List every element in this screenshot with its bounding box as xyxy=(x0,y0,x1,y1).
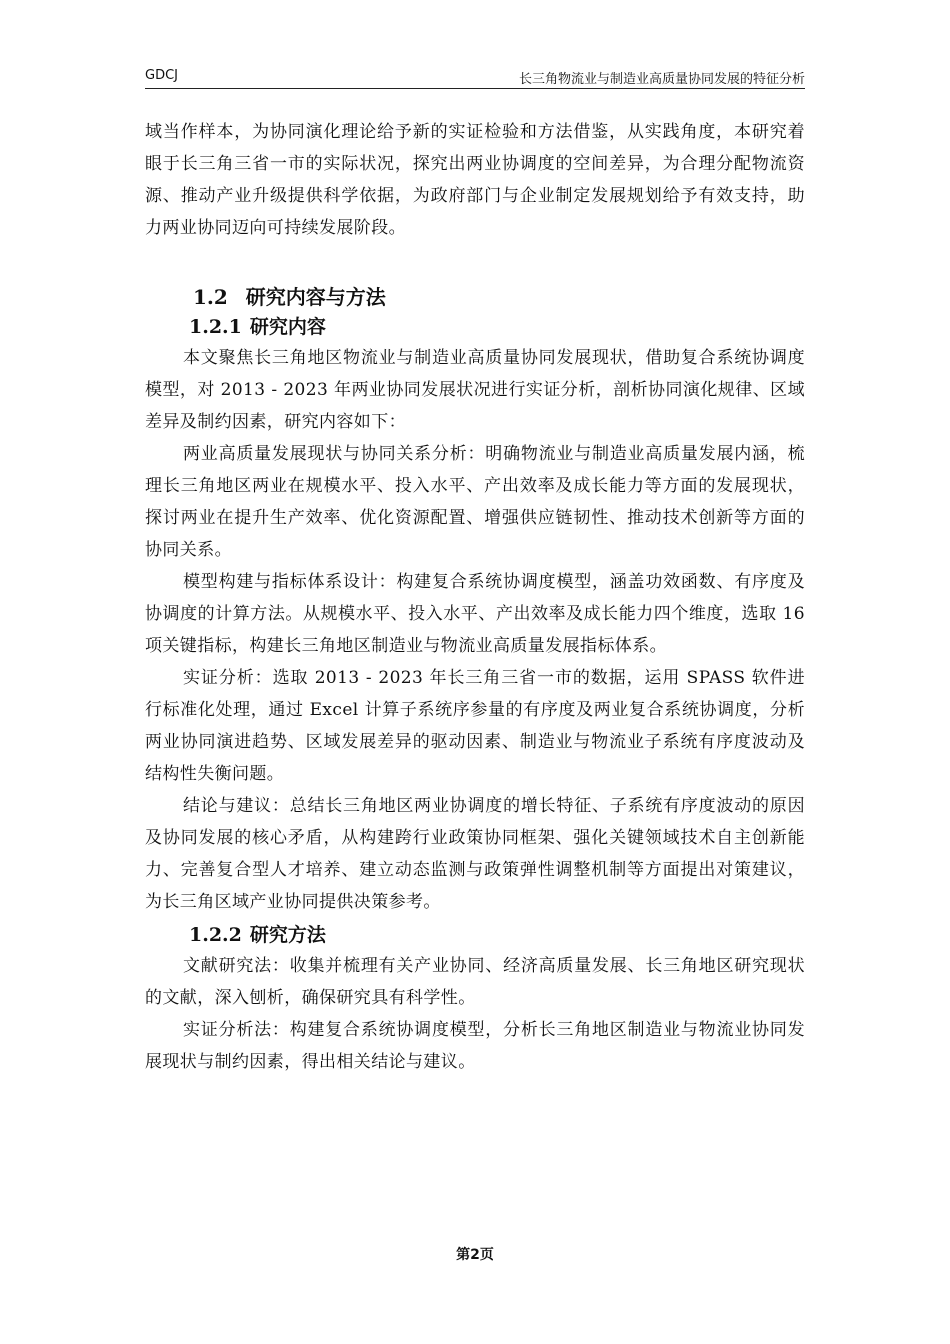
paragraph: 模型构建与指标体系设计：构建复合系统协调度模型，涵盖功效函数、有序度及协调度的计算方法。从规模水平、投入水平、产出效率及成长能力四个维度，选取 16 项关键指标，构建长三角地区制造业与物流业高质量发展指标体系。 xyxy=(145,572,805,656)
section-number: 1.2 xyxy=(193,285,228,309)
paragraph: 结论与建议：总结长三角地区两业协调度的增长特征、子系统有序度波动的原因及协同发展的核心矛盾，从构建跨行业政策协同框架、强化关键领域技术自主创新能力、完善复合型人才培养、建立动态监测与政策弹性调整机制等方面提出对策建议，为长三角区域产业协同提供决策参考。 xyxy=(145,796,805,912)
subsection-number: 1.2.1 xyxy=(189,316,242,338)
page-body xyxy=(145,116,805,1078)
paragraph: 本文聚焦长三角地区物流业与制造业高质量协同发展现状，借助复合系统协调度模型，对 2013 - 2023 年两业协同发展状况进行实证分析，剖析协同演化规律、区域差异及制约因素，研究内容如下： xyxy=(145,348,805,432)
subsection-title: 研究内容 xyxy=(249,316,326,338)
section-heading-1-2-2 xyxy=(189,920,805,950)
paragraph: 实证分析法：构建复合系统协调度模型，分析长三角地区制造业与物流业协同发展现状与制约因素，得出相关结论与建议。 xyxy=(145,1020,805,1072)
header-left-label: GDCJ xyxy=(145,68,178,83)
section-title: 研究内容与方法 xyxy=(245,285,386,309)
section-heading-1-2 xyxy=(193,282,805,312)
subsection-title: 研究方法 xyxy=(249,924,326,946)
page-header xyxy=(145,62,805,89)
page-number: 第2页 xyxy=(456,1247,494,1263)
intro-paragraph: 域当作样本，为协同演化理论给予新的实证检验和方法借鉴，从实践角度，本研究着眼于长三角三省一市的实际状况，探究出两业协调度的空间差异，为合理分配物流资源、推动产业升级提供科学依据，为政府部门与企业制定发展规划给予有效支持，助力两业协同迈向可持续发展阶段。 xyxy=(145,122,805,238)
paragraph: 实证分析：选取 2013 - 2023 年长三角三省一市的数据，运用 SPASS 软件进行标准化处理，通过 Excel 计算子系统序参量的有序度及两业复合系统协调度，分析两业协同演进趋势、区域发展差异的驱动因素、制造业与物流业子系统有序度波动及结构性失衡问题。 xyxy=(145,668,805,784)
subsection-number: 1.2.2 xyxy=(189,924,242,946)
paragraph: 两业高质量发展现状与协同关系分析：明确物流业与制造业高质量发展内涵，梳理长三角地区两业在规模水平、投入水平、产出效率及成长能力等方面的发展现状，探讨两业在提升生产效率、优化资源配置、增强供应链韧性、推动技术创新等方面的协同关系。 xyxy=(145,444,805,560)
header-title: 长三角物流业与制造业高质量协同发展的特征分析 xyxy=(518,72,805,87)
paragraph: 文献研究法：收集并梳理有关产业协同、经济高质量发展、长三角地区研究现状的文献，深入刨析，确保研究具有科学性。 xyxy=(145,956,805,1008)
section-heading-1-2-1 xyxy=(189,312,805,342)
